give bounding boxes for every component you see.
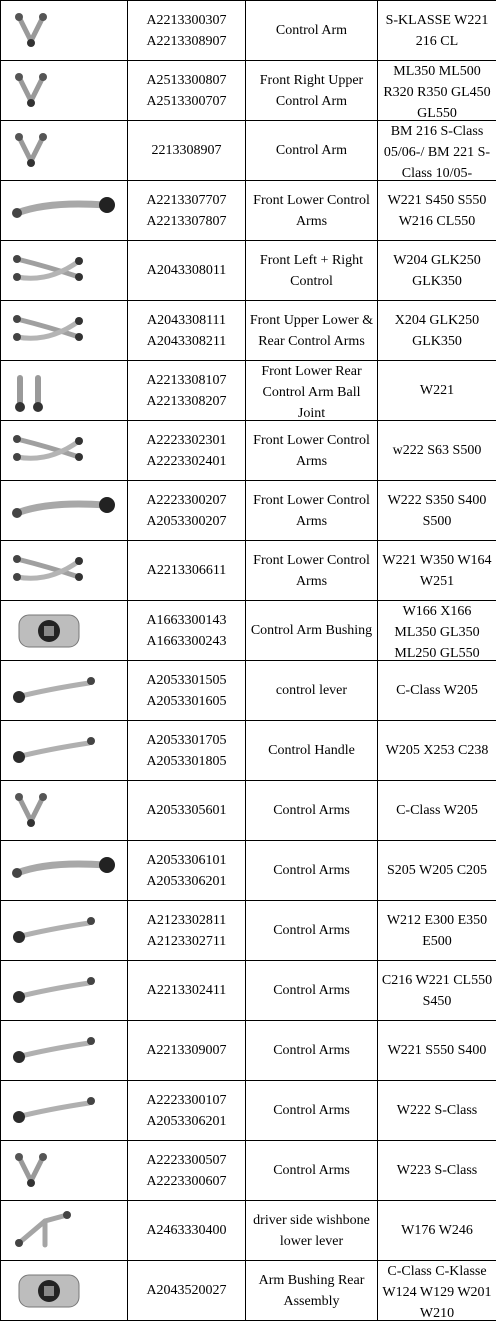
part-image-cell xyxy=(1,1081,128,1141)
models-cell xyxy=(378,1201,496,1261)
part-number-cell xyxy=(128,241,246,301)
part-number: A2213308907 xyxy=(146,33,227,49)
part-number-cell xyxy=(128,601,246,661)
models-cell xyxy=(378,661,496,721)
part-description: Control Arm Bushing xyxy=(250,623,373,638)
table-row xyxy=(1,361,496,421)
part-description: Control Arms xyxy=(273,1163,350,1178)
description-cell xyxy=(246,661,378,721)
upper-control-arm-icon xyxy=(9,127,119,175)
part-number: A2053306201 xyxy=(146,1113,227,1129)
part-number: A2223300107 xyxy=(146,1092,227,1108)
vehicle-models: W222 S350 S400 S500 xyxy=(387,492,487,529)
vehicle-models: W166 X166 ML350 GL350 ML250 GL550 xyxy=(394,604,480,660)
vehicle-models: W221 S550 S400 xyxy=(387,1043,487,1058)
part-number: A2053306101 xyxy=(146,852,227,868)
part-description: Control Arm xyxy=(275,23,348,38)
lower-control-arm-icon xyxy=(9,187,119,235)
vehicle-models: W212 E300 E350 E500 xyxy=(386,912,488,949)
models-cell xyxy=(378,301,496,361)
vehicle-models: W176 W246 xyxy=(401,1223,473,1238)
models-cell xyxy=(378,721,496,781)
description-cell xyxy=(246,781,378,841)
part-image-cell xyxy=(1,721,128,781)
part-number: A2043308211 xyxy=(146,333,227,349)
part-number-cell xyxy=(128,1,246,61)
control-lever-icon xyxy=(9,1027,119,1075)
models-cell xyxy=(378,841,496,901)
part-number: 2213308907 xyxy=(151,143,222,158)
part-description: driver side wishbone lower lever xyxy=(253,1212,370,1249)
part-image-cell xyxy=(1,601,128,661)
part-description: Control Arm xyxy=(275,143,348,158)
models-cell xyxy=(378,481,496,541)
models-cell xyxy=(378,361,496,421)
description-cell xyxy=(246,361,378,421)
part-image-cell xyxy=(1,241,128,301)
part-description: Control Arms xyxy=(273,983,350,998)
part-description: Control Handle xyxy=(268,743,355,758)
part-number: A2053301605 xyxy=(146,693,227,709)
models-cell xyxy=(378,121,496,181)
part-image-cell xyxy=(1,1,128,61)
part-image-cell xyxy=(1,841,128,901)
part-number: A2223302301 xyxy=(146,432,227,448)
table-row xyxy=(1,1081,496,1141)
table-row xyxy=(1,781,496,841)
control-arm-pair-icon xyxy=(9,307,119,355)
vehicle-models: W221 W350 W164 W251 xyxy=(382,552,492,589)
part-description: Front Lower Rear Control Arm Ball Joint xyxy=(261,364,362,420)
part-number: A2053300207 xyxy=(146,513,227,529)
control-lever-icon xyxy=(9,1087,119,1135)
description-cell xyxy=(246,301,378,361)
description-cell xyxy=(246,961,378,1021)
part-description: Arm Bushing Rear Assembly xyxy=(258,1272,365,1309)
part-description: Front Lower Control Arms xyxy=(253,552,370,589)
table-row xyxy=(1,1141,496,1201)
part-number-cell xyxy=(128,541,246,601)
part-number-cell xyxy=(128,1021,246,1081)
models-cell xyxy=(378,1141,496,1201)
part-image-cell xyxy=(1,181,128,241)
part-description: Front Left + Right Control xyxy=(259,252,364,289)
models-cell xyxy=(378,901,496,961)
description-cell xyxy=(246,721,378,781)
description-cell xyxy=(246,61,378,121)
part-number: A2053301505 xyxy=(146,672,227,688)
vehicle-models: w222 S63 S500 xyxy=(392,443,482,458)
table-row xyxy=(1,481,496,541)
parts-table-body xyxy=(1,1,496,1321)
table-row xyxy=(1,181,496,241)
part-image-cell xyxy=(1,421,128,481)
table-row xyxy=(1,1261,496,1321)
table-row xyxy=(1,721,496,781)
part-description: Front Lower Control Arms xyxy=(253,192,370,229)
description-cell xyxy=(246,181,378,241)
part-description: Front Lower Control Arms xyxy=(253,492,370,529)
wishbone-icon xyxy=(9,1207,119,1255)
part-number: A2043308111 xyxy=(146,312,227,328)
description-cell xyxy=(246,1141,378,1201)
part-number-cell xyxy=(128,661,246,721)
part-number-cell xyxy=(128,121,246,181)
part-number: A2213308107 xyxy=(146,372,227,388)
part-number: A2213302411 xyxy=(146,983,227,998)
part-description: Control Arms xyxy=(273,803,350,818)
part-image-cell xyxy=(1,361,128,421)
part-number-cell xyxy=(128,901,246,961)
table-row xyxy=(1,241,496,301)
models-cell xyxy=(378,241,496,301)
part-number-cell xyxy=(128,1261,246,1321)
control-arm-pair-icon xyxy=(9,247,119,295)
vehicle-models: C-Class W205 xyxy=(396,683,478,698)
description-cell xyxy=(246,241,378,301)
models-cell xyxy=(378,61,496,121)
vehicle-models: X204 GLK250 GLK350 xyxy=(394,312,480,349)
part-description: control lever xyxy=(275,683,348,698)
vehicle-models: BM 216 S-Class 05/06-/ BM 221 S-Class 10/05- xyxy=(383,124,491,180)
models-cell xyxy=(378,1021,496,1081)
part-number-cell xyxy=(128,1081,246,1141)
table-row xyxy=(1,1021,496,1081)
part-number-cell xyxy=(128,1201,246,1261)
part-number: A2043308011 xyxy=(146,263,227,278)
part-number: A2223300607 xyxy=(146,1173,227,1189)
part-number: A2213309007 xyxy=(146,1043,227,1058)
table-row xyxy=(1,601,496,661)
table-row xyxy=(1,61,496,121)
part-image-cell xyxy=(1,661,128,721)
part-image-cell xyxy=(1,901,128,961)
description-cell xyxy=(246,121,378,181)
part-number-cell xyxy=(128,841,246,901)
part-number: A2223300207 xyxy=(146,492,227,508)
models-cell xyxy=(378,541,496,601)
description-cell xyxy=(246,901,378,961)
part-number: A2053306201 xyxy=(146,873,227,889)
part-image-cell xyxy=(1,1261,128,1321)
part-number: A2213307807 xyxy=(146,213,227,229)
lower-control-arm-icon xyxy=(9,487,119,535)
part-number: A2213300307 xyxy=(146,12,227,28)
part-description: Control Arms xyxy=(273,923,350,938)
part-number-cell xyxy=(128,781,246,841)
control-lever-icon xyxy=(9,667,119,715)
part-image-cell xyxy=(1,121,128,181)
part-image-cell xyxy=(1,301,128,361)
description-cell xyxy=(246,601,378,661)
part-number: A2053305601 xyxy=(146,803,227,818)
table-row xyxy=(1,961,496,1021)
part-number-cell xyxy=(128,1141,246,1201)
part-number-cell xyxy=(128,481,246,541)
models-cell xyxy=(378,601,496,661)
part-image-cell xyxy=(1,1201,128,1261)
description-cell xyxy=(246,1,378,61)
part-description: Front Upper Lower & Rear Control Arms xyxy=(249,312,374,349)
table-row xyxy=(1,301,496,361)
part-description: Front Right Upper Control Arm xyxy=(259,72,364,109)
upper-control-arm-icon xyxy=(9,787,119,835)
models-cell xyxy=(378,421,496,481)
part-number: A2043520027 xyxy=(146,1283,227,1298)
part-number: A2463330400 xyxy=(146,1223,227,1238)
vehicle-models: W204 GLK250 GLK350 xyxy=(393,252,481,289)
control-lever-icon xyxy=(9,967,119,1015)
control-arm-pair-icon xyxy=(9,547,119,595)
vehicle-models: C-Class W205 xyxy=(396,803,478,818)
lower-control-arm-icon xyxy=(9,847,119,895)
table-row xyxy=(1,1201,496,1261)
part-number: A2213306611 xyxy=(146,563,227,578)
part-image-cell xyxy=(1,61,128,121)
description-cell xyxy=(246,1201,378,1261)
part-number: A1663300243 xyxy=(146,633,227,649)
part-image-cell xyxy=(1,1021,128,1081)
part-number-cell xyxy=(128,421,246,481)
part-number: A2053301705 xyxy=(146,732,227,748)
bushing-icon xyxy=(9,607,119,655)
vehicle-models: W221 S450 S550 W216 CL550 xyxy=(387,192,487,229)
part-number-cell xyxy=(128,181,246,241)
vehicle-models: W205 X253 C238 xyxy=(385,743,489,758)
table-row xyxy=(1,121,496,181)
part-number-cell xyxy=(128,961,246,1021)
vehicle-models: W223 S-Class xyxy=(396,1163,478,1178)
part-number: A2513300707 xyxy=(146,93,227,109)
models-cell xyxy=(378,1081,496,1141)
control-arm-pair-icon xyxy=(9,427,119,475)
table-row xyxy=(1,421,496,481)
part-image-cell xyxy=(1,961,128,1021)
part-number: A2123302711 xyxy=(146,933,227,949)
part-description: Front Lower Control Arms xyxy=(253,432,370,469)
upper-control-arm-icon xyxy=(9,67,119,115)
description-cell xyxy=(246,1021,378,1081)
description-cell xyxy=(246,841,378,901)
models-cell xyxy=(378,961,496,1021)
models-cell xyxy=(378,1,496,61)
part-number: A2223300507 xyxy=(146,1152,227,1168)
models-cell xyxy=(378,181,496,241)
part-number: A2053301805 xyxy=(146,753,227,769)
part-number-cell xyxy=(128,721,246,781)
vehicle-models: S205 W205 C205 xyxy=(386,863,488,878)
description-cell xyxy=(246,1081,378,1141)
ball-joint-arm-icon xyxy=(9,367,119,415)
part-description: Control Arms xyxy=(273,863,350,878)
vehicle-models: ML350 ML500 R320 R350 GL450 GL550 xyxy=(383,64,491,120)
description-cell xyxy=(246,541,378,601)
description-cell xyxy=(246,1261,378,1321)
vehicle-models: W222 S-Class xyxy=(396,1103,478,1118)
vehicle-models: C216 W221 CL550 S450 xyxy=(381,972,493,1009)
models-cell xyxy=(378,1261,496,1321)
part-description: Control Arms xyxy=(273,1103,350,1118)
table-row xyxy=(1,1,496,61)
part-image-cell xyxy=(1,541,128,601)
part-image-cell xyxy=(1,1141,128,1201)
upper-control-arm-icon xyxy=(9,1147,119,1195)
vehicle-models: S-KLASSE W221 216 CL xyxy=(385,12,489,49)
models-cell xyxy=(378,781,496,841)
part-image-cell xyxy=(1,481,128,541)
upper-control-arm-icon xyxy=(9,7,119,55)
table-row xyxy=(1,661,496,721)
part-number: A2213307707 xyxy=(146,192,227,208)
table-row xyxy=(1,901,496,961)
control-lever-icon xyxy=(9,727,119,775)
table-row xyxy=(1,541,496,601)
vehicle-models: C-Class C-Klasse W124 W129 W201 W210 xyxy=(382,1264,492,1320)
table-row xyxy=(1,841,496,901)
part-number-cell xyxy=(128,361,246,421)
control-lever-icon xyxy=(9,907,119,955)
part-number-cell xyxy=(128,301,246,361)
part-number-cell xyxy=(128,61,246,121)
vehicle-models: W221 xyxy=(419,383,455,398)
description-cell xyxy=(246,481,378,541)
part-image-cell xyxy=(1,781,128,841)
description-cell xyxy=(246,421,378,481)
part-number: A1663300143 xyxy=(146,612,227,628)
bushing-icon xyxy=(9,1267,119,1315)
part-number: A2513300807 xyxy=(146,72,227,88)
part-number: A2223302401 xyxy=(146,453,227,469)
part-number: A2123302811 xyxy=(146,912,227,928)
part-description: Control Arms xyxy=(273,1043,350,1058)
part-number: A2213308207 xyxy=(146,393,227,409)
